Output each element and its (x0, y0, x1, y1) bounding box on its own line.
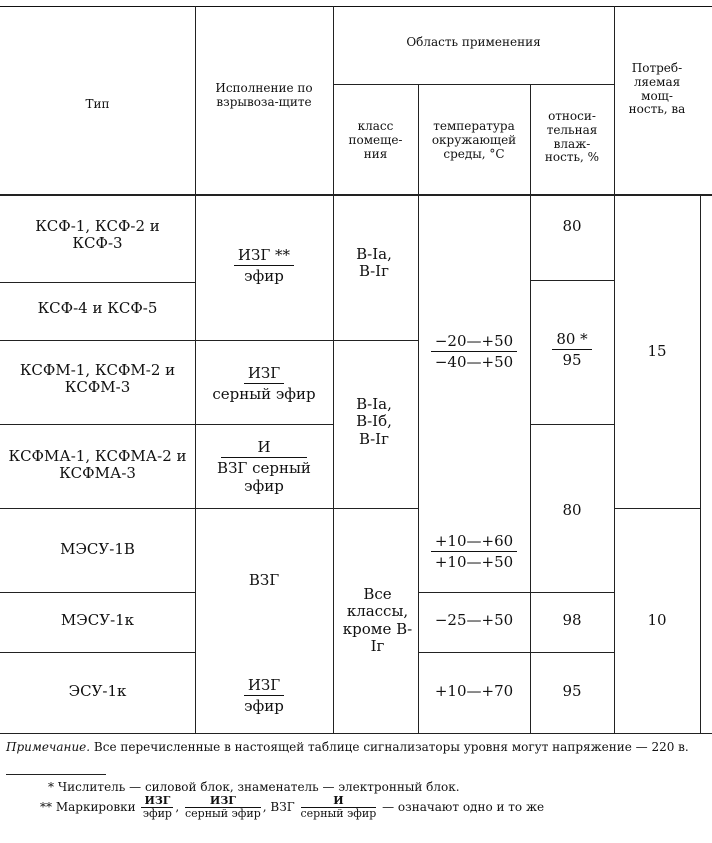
temp-mesu1v-den: +10—+50 (434, 553, 514, 571)
header-room-class: класс помеще-ния (348, 119, 403, 161)
power-mesu: 10 (647, 611, 667, 629)
exec-esu-fraction (195, 676, 333, 715)
header-power: Потреб-ляемая мощ-ность, ва (628, 61, 686, 117)
row-line-esu1k-right (418, 652, 614, 653)
header-subdivider (333, 84, 614, 85)
hum-ksf123: 80 (562, 217, 582, 235)
footnote-frac-3-num: И (301, 795, 377, 808)
footnote-star1: * Числитель — силовой блок, знаменатель — электронный блок. (48, 780, 460, 794)
header-humidity: относи-тельная влаж-ность, % (544, 109, 600, 165)
class-ksf: В-Iа, В-Iг (356, 245, 392, 281)
footnote-rule (6, 774, 106, 775)
row-line-mesu-power (614, 508, 700, 509)
note-prim-label: Примечание. (6, 740, 91, 754)
row-line-mesu1k-temp (418, 592, 614, 593)
header-temperature: температура окружающей среды, °С (431, 119, 517, 161)
footnote-star2-suffix: — означают одно и то же (382, 800, 545, 815)
exec-esu-den: эфир (244, 697, 284, 715)
row-type-ksfma: КСФМА-1, КСФМА-2 и КСФМА-3 (8, 447, 187, 483)
row-type-ksfm: КСФМ-1, КСФМ-2 и КСФМ-3 (19, 361, 176, 397)
table-bottom-border (0, 733, 712, 734)
exec-ksfm-num: ИЗГ (244, 364, 284, 384)
exec-ksf-den: эфир (244, 267, 284, 285)
exec-ksfma-num: И (221, 438, 306, 458)
temp-ksf-den: −40—+50 (434, 353, 514, 371)
temp-esu1k: +10—+70 (434, 682, 514, 700)
temp-ksf-num: −20—+50 (431, 332, 517, 352)
footnote-frac-2-den: серный эфир (185, 807, 261, 821)
exec-ksfma-den: ВЗГ серный эфир (217, 459, 311, 495)
row-type-ksf45: КСФ-4 и КСФ-5 (37, 299, 158, 317)
exec-ksfm-fraction (195, 364, 333, 403)
hum-esu1k: 95 (562, 682, 582, 700)
col-line-3 (418, 84, 419, 733)
footnote-frac-2-num: ИЗГ (185, 795, 261, 808)
footnote-frac-1-num: ИЗГ (141, 795, 173, 808)
row-line-ksfm (0, 340, 418, 341)
header-application-area: Область применения (406, 35, 541, 49)
class-mesu: Все классы, кроме В-Iг (342, 585, 413, 655)
footnote-vzg: ВЗГ (270, 800, 295, 815)
hum-ksf45-num: 80 * (552, 330, 591, 350)
exec-vzg: ВЗГ (248, 571, 280, 589)
temp-ksf-fraction (418, 332, 530, 371)
hum-mid: 80 (562, 501, 582, 519)
footnote-frac-1 (141, 795, 173, 820)
note-primechanie (6, 740, 706, 756)
exec-ksfma-fraction (205, 438, 323, 495)
hum-line-1 (530, 280, 614, 281)
temp-mesu1v-fraction (418, 532, 530, 571)
class-ksfm: В-Iа, В-Iб, В-Iг (356, 395, 392, 448)
hum-line-2 (530, 424, 614, 425)
exec-esu-num: ИЗГ (244, 676, 284, 696)
temp-mesu1k: −25—+50 (434, 611, 514, 629)
row-type-mesu1v: МЭСУ-1В (60, 540, 135, 558)
row-line-ksf45 (0, 282, 195, 283)
temp-mesu1v-num: +10—+60 (431, 532, 517, 552)
footnote-frac-2 (185, 795, 261, 820)
header-bottom-border (0, 194, 712, 196)
exec-ksfm-den: серный эфир (212, 385, 316, 403)
col-line-2 (333, 6, 334, 733)
col-line-6 (700, 196, 701, 733)
footnote-frac-1-den: эфир (142, 807, 172, 821)
row-type-mesu1k: МЭСУ-1к (60, 611, 135, 629)
row-line-esu1k (0, 652, 195, 653)
row-line-ksfma (0, 424, 333, 425)
footnote-star2: ** Маркировки ИЗГ эфир , ИЗГ серный эфир , ВЗГ И серный эфир — означают одно и то же (40, 794, 545, 821)
power-ksf: 15 (647, 342, 667, 360)
hum-mesu1k: 98 (562, 611, 582, 629)
row-type-esu1k: ЭСУ-1к (68, 682, 127, 700)
footnote-frac-3-den: серный эфир (300, 807, 377, 821)
col-line-4 (530, 84, 531, 733)
note-prim-text: Все перечисленные в настоящей таблице сигнализаторы уровня могут напряжение — 220 в. (93, 740, 689, 754)
exec-ksf-fraction (195, 246, 333, 285)
header-type: Тип (85, 97, 110, 111)
table-top-border (0, 6, 712, 7)
row-type-ksf123: КСФ-1, КСФ-2 и КСФ-3 (35, 217, 160, 253)
row-line-mesu (0, 508, 418, 509)
hum-ksf45-fraction (530, 330, 614, 369)
footnote-frac-3 (301, 795, 377, 820)
exec-ksf-num: ИЗГ ** (234, 246, 294, 266)
hum-ksf45-den: 95 (562, 351, 582, 369)
footnote-star2-prefix: ** Маркировки (40, 800, 136, 815)
header-explosion-protection: Исполнение по взрывоза-щите (215, 81, 313, 109)
row-line-mesu1k (0, 592, 195, 593)
